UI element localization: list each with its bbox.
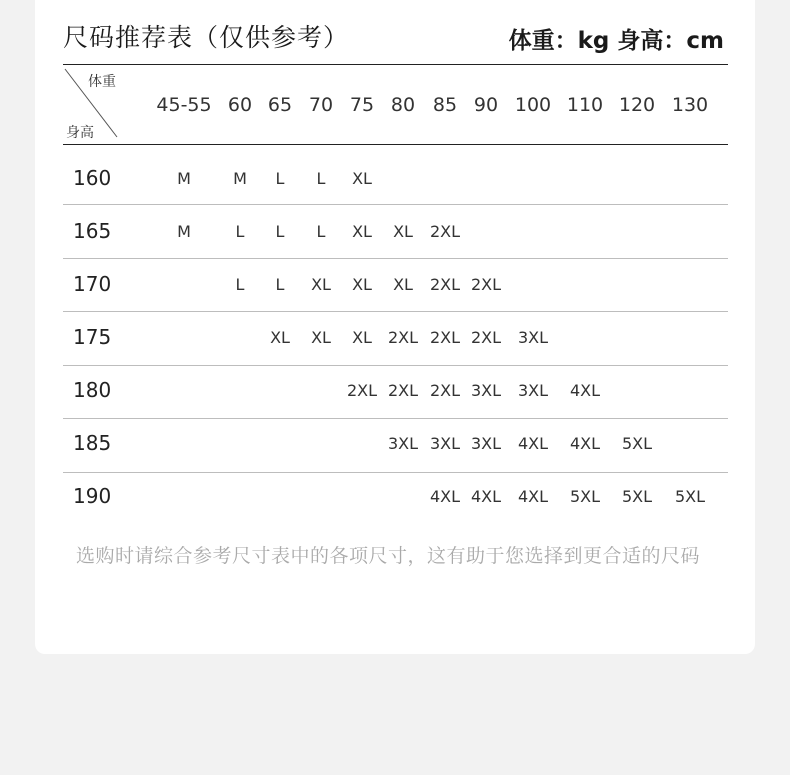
row-height-label: 190 [73, 484, 112, 508]
weight-header-6: 85 [432, 94, 458, 116]
size-cell: 5XL [621, 487, 653, 506]
size-cell: M [177, 222, 191, 241]
size-cell: L [316, 169, 326, 188]
row-height-label: 175 [73, 325, 112, 349]
row-divider [63, 472, 728, 473]
size-cell: 4XL [470, 487, 502, 506]
size-cell: XL [352, 275, 372, 294]
size-cell: 5XL [621, 434, 653, 453]
size-cell: 2XL [470, 328, 502, 347]
size-cell: 2XL [346, 381, 378, 400]
table-top-border [63, 64, 728, 65]
row-divider [63, 418, 728, 419]
weight-header-2: 65 [267, 94, 293, 116]
size-cell: 4XL [517, 487, 549, 506]
size-cell: 3XL [517, 328, 549, 347]
size-cell: L [275, 275, 285, 294]
size-cell: L [235, 222, 245, 241]
weight-header-1: 60 [227, 94, 253, 116]
size-cell: 3XL [387, 434, 419, 453]
row-height-label: 170 [73, 272, 112, 296]
size-cell: 3XL [517, 381, 549, 400]
corner-diagonal [63, 67, 118, 139]
size-cell: M [233, 169, 247, 188]
size-cell: 4XL [569, 434, 601, 453]
size-cell: 5XL [674, 487, 706, 506]
row-height-label: 165 [73, 219, 112, 243]
row-divider [63, 204, 728, 205]
size-cell: 2XL [429, 381, 461, 400]
size-cell: XL [352, 169, 372, 188]
row-divider [63, 258, 728, 259]
size-cell: XL [393, 275, 413, 294]
size-cell: L [275, 169, 285, 188]
footnote: 选购时请综合参考尺寸表中的各项尺寸，这有助于您选择到更合适的尺码 [76, 545, 701, 567]
size-cell: 2XL [387, 328, 419, 347]
weight-header-3: 70 [308, 94, 334, 116]
weight-header-8: 100 [514, 94, 552, 116]
size-cell: 2XL [429, 275, 461, 294]
size-cell: M [177, 169, 191, 188]
row-divider [63, 311, 728, 312]
size-cell: L [316, 222, 326, 241]
units-label: 体重：kg 身高：cm [508, 28, 724, 54]
size-cell: XL [311, 328, 331, 347]
weight-header-0: 45-55 [156, 94, 212, 116]
corner-height-label: 身高 [66, 125, 94, 141]
weight-header-9: 110 [566, 94, 604, 116]
size-cell: 5XL [569, 487, 601, 506]
weight-header-4: 75 [349, 94, 375, 116]
size-cell: 4XL [517, 434, 549, 453]
row-height-label: 180 [73, 378, 112, 402]
corner-weight-label: 体重 [88, 74, 116, 90]
weight-header-10: 120 [618, 94, 656, 116]
size-cell: 2XL [470, 275, 502, 294]
row-divider [63, 365, 728, 366]
size-cell: 3XL [470, 381, 502, 400]
size-cell: XL [352, 328, 372, 347]
size-cell: L [235, 275, 245, 294]
weight-header-11: 130 [671, 94, 709, 116]
size-cell: 4XL [429, 487, 461, 506]
row-height-label: 160 [73, 166, 112, 190]
size-cell: 2XL [387, 381, 419, 400]
row-height-label: 185 [73, 431, 112, 455]
header-bottom-border [63, 144, 728, 145]
size-cell: XL [393, 222, 413, 241]
size-cell: XL [311, 275, 331, 294]
weight-header-5: 80 [390, 94, 416, 116]
size-cell: 2XL [429, 222, 461, 241]
weight-header-7: 90 [473, 94, 499, 116]
size-cell: XL [352, 222, 372, 241]
size-cell: 3XL [470, 434, 502, 453]
size-cell: L [275, 222, 285, 241]
size-cell: 2XL [429, 328, 461, 347]
size-cell: 4XL [569, 381, 601, 400]
size-cell: 3XL [429, 434, 461, 453]
chart-title: 尺码推荐表（仅供参考） [63, 23, 350, 52]
size-cell: XL [270, 328, 290, 347]
